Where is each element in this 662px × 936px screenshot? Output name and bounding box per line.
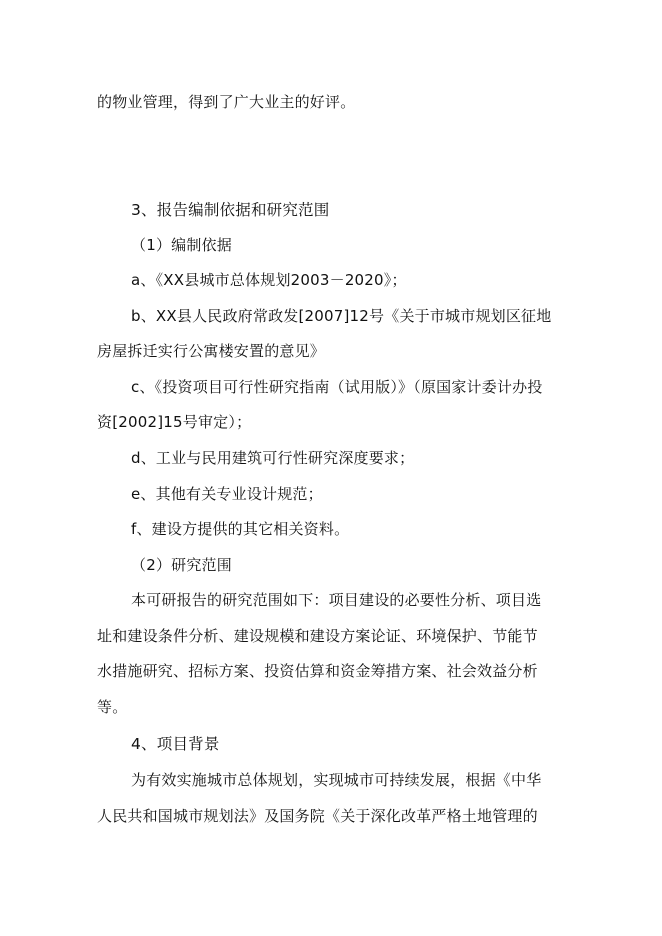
scope-paragraph-line-2: 址和建设条件分析、建设规模和建设方案论证、环境保护、节能节 <box>97 627 538 645</box>
scope-paragraph-line-4: 等。 <box>97 698 128 716</box>
basis-item-b-line-2: 房屋拆迁实行公寓楼安置的意见》 <box>97 342 326 360</box>
subheading-basis: （1）编制依据 <box>131 236 232 254</box>
basis-item-e: e、其他有关专业设计规范； <box>131 485 323 503</box>
paragraph-continuation-line: 的物业管理，得到了广大业主的好评。 <box>97 93 356 111</box>
subheading-scope: （2）研究范围 <box>131 556 232 574</box>
basis-item-f: f、建设方提供的其它相关资料。 <box>131 520 350 538</box>
basis-item-a: a、《XX县城市总体规划2003－2020》； <box>131 271 407 289</box>
basis-item-c-line-1: c、《投资项目可行性研究指南（试用版）》（原国家计委计办投 <box>131 378 543 396</box>
section-heading-project-background: 4、项目背景 <box>131 735 220 753</box>
background-paragraph-line-1: 为有效实施城市总体规划，实现城市可持续发展，根据《中华 <box>131 771 542 789</box>
basis-item-b-line-1: b、XX县人民政府常政发[2007]12号《关于市城市规划区征地 <box>131 307 552 325</box>
section-heading-report-basis: 3、报告编制依据和研究范围 <box>131 201 330 219</box>
scope-paragraph-line-1: 本可研报告的研究范围如下：项目建设的必要性分析、项目选 <box>131 591 542 609</box>
basis-item-c-line-2: 资[2002]15号审定）； <box>97 413 252 431</box>
basis-item-d: d、工业与民用建筑可行性研究深度要求； <box>131 449 415 467</box>
scope-paragraph-line-3: 水措施研究、招标方案、投资估算和资金筹措方案、社会效益分析 <box>97 662 538 680</box>
background-paragraph-line-2: 人民共和国城市规划法》及国务院《关于深化改革严格土地管理的 <box>97 807 538 825</box>
